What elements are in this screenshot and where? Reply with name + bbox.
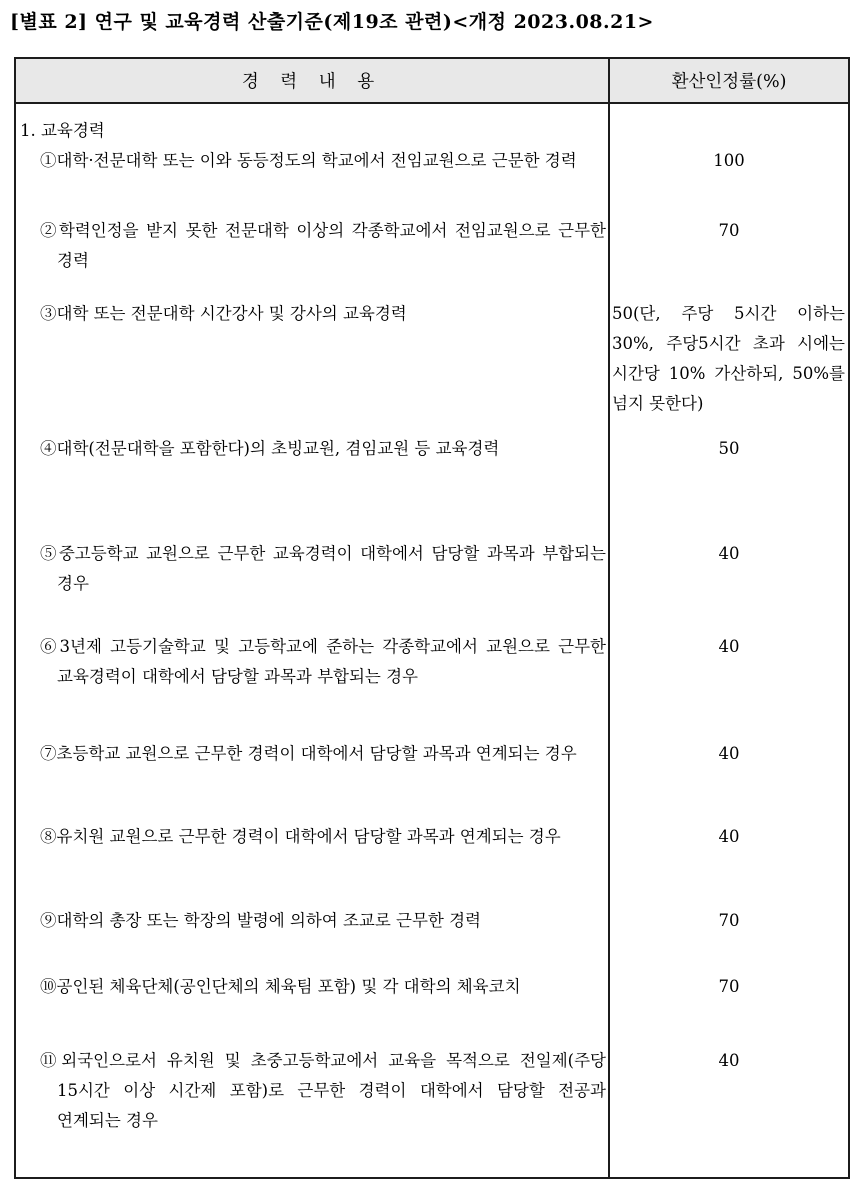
career-item-8: ⑧유치원 교원으로 근무한 경력이 대학에서 담당할 과목과 연계되는 경우 [40, 827, 561, 846]
career-item-9: ⑨대학의 총장 또는 학장의 발령에 의하여 조교로 근무한 경력 [40, 911, 481, 930]
rate-value: 40 [609, 539, 849, 632]
table-row [15, 146, 849, 216]
table-row [15, 216, 849, 299]
column-header-career-content: 경 력 내 용 [15, 58, 609, 103]
table-header-row [15, 58, 849, 103]
rate-value-note: 50(단, 주당 5시간 이하는 30%, 주당5시간 초과 시에는 시간당 10% 가산하되, 50%를 넘지 못한다) [609, 299, 849, 434]
career-item-6: ⑥3년제 고등기술학교 및 고등학교에 준하는 각종학교에서 교원으로 근무한 교육경력이 대학에서 담당할 과목과 부합되는 경우 [40, 637, 606, 686]
section-label-education-career: 1. 교육경력 [20, 121, 105, 140]
rate-value: 70 [609, 216, 849, 299]
rate-value: 70 [609, 906, 849, 972]
table-row [15, 739, 849, 822]
rate-value: 70 [609, 972, 849, 1046]
career-item-3: ③대학 또는 전문대학 시간강사 및 강사의 교육경력 [40, 304, 407, 323]
rate-value: 40 [609, 632, 849, 739]
table-row [15, 972, 849, 1046]
table-row [15, 822, 849, 906]
career-item-1: ①대학·전문대학 또는 이와 동등정도의 학교에서 전임교원으로 근문한 경력 [40, 151, 577, 170]
career-item-4: ④대학(전문대학을 포함한다)의 초빙교원, 겸임교원 등 교육경력 [40, 439, 500, 458]
career-item-10: ⑩공인된 체육단체(공인단체의 체육팀 포함) 및 각 대학의 체육코치 [40, 977, 521, 996]
career-item-5: ⑤중고등학교 교원으로 근무한 교육경력이 대학에서 담당할 과목과 부합되는 경우 [40, 544, 606, 593]
rate-value: 40 [609, 739, 849, 822]
table-row [15, 299, 849, 434]
career-criteria-table [14, 57, 850, 1179]
table-row [15, 434, 849, 539]
rate-value: 50 [609, 434, 849, 539]
career-item-7: ⑦초등학교 교원으로 근무한 경력이 대학에서 담당할 과목과 연계되는 경우 [40, 744, 577, 763]
table-row [15, 539, 849, 632]
table-row-section [15, 103, 849, 146]
rate-cell [609, 103, 849, 146]
career-item-2: ②학력인정을 받지 못한 전문대학 이상의 각종학교에서 전임교원으로 근무한 경력 [40, 221, 606, 270]
career-item-11: ⑪외국인으로서 유치원 및 초중고등학교에서 교육을 목적으로 전일제(주당 15시간 이상 시간제 포함)로 근무한 경력이 대학에서 담당할 전공과 연계되는 경우 [40, 1051, 606, 1130]
page-title: [별표 2] 연구 및 교육경력 산출기준(제19조 관련)<개정 2023.08.21> [10, 11, 654, 33]
table-row [15, 632, 849, 739]
rate-value: 40 [609, 1046, 849, 1178]
table-row [15, 1046, 849, 1178]
rate-value: 100 [609, 146, 849, 216]
table-row [15, 906, 849, 972]
rate-value: 40 [609, 822, 849, 906]
column-header-conversion-rate: 환산인정률(%) [609, 58, 849, 103]
